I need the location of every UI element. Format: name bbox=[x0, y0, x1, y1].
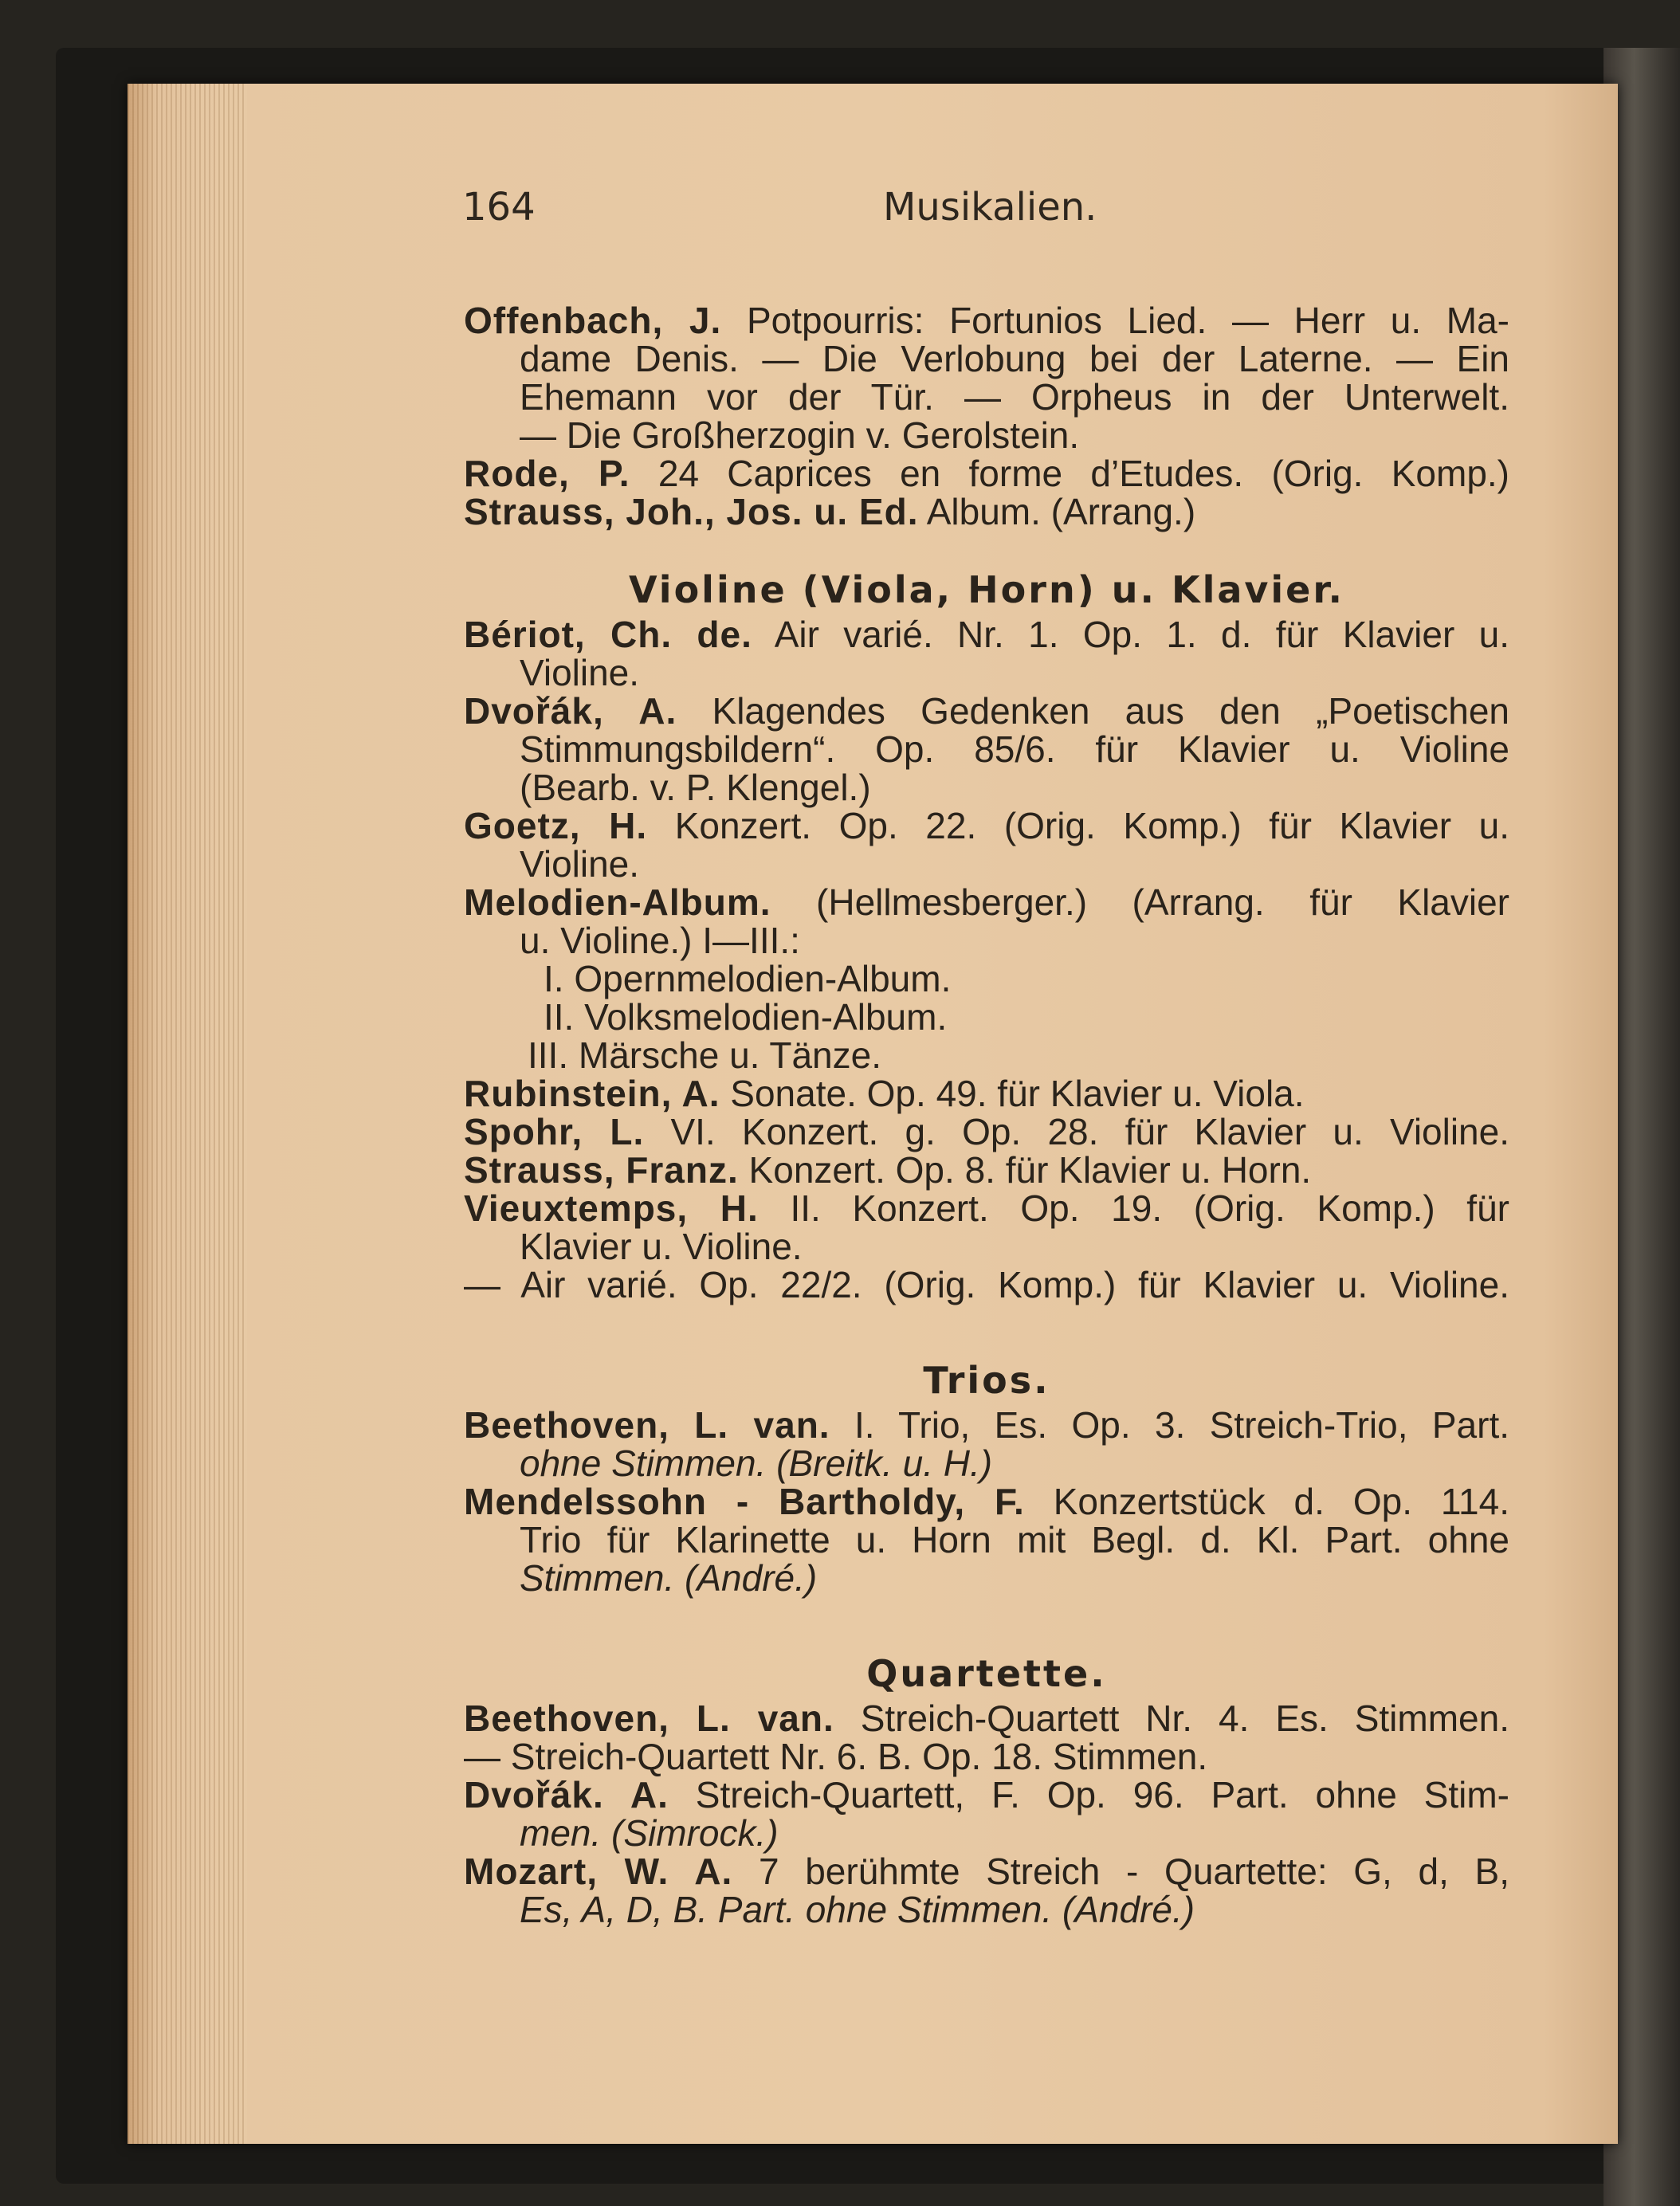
entry-author: Spohr, L. bbox=[464, 1111, 645, 1152]
entry-text: 7 berühmte Streich - Quartette: G, d, B, bbox=[732, 1851, 1509, 1892]
entry-line bbox=[464, 883, 1509, 921]
entry-author: Bériot, Ch. de. bbox=[464, 614, 752, 655]
entry-line bbox=[464, 454, 1509, 493]
entry-text: Konzertstück d. Op. 114. bbox=[1024, 1481, 1509, 1522]
entry-author: Rubinstein, A. bbox=[464, 1073, 720, 1114]
entry-text: I. Opernmelodien-Album. bbox=[544, 958, 952, 999]
entry-line bbox=[464, 378, 1509, 416]
entry-author: Dvořák. A. bbox=[464, 1774, 669, 1815]
section-heading-trios: Trios. bbox=[923, 1359, 1050, 1402]
entry-author: Beethoven, L. van. bbox=[464, 1698, 834, 1739]
entry-author: Offenbach, J. bbox=[464, 300, 722, 341]
entry-line bbox=[464, 845, 1509, 883]
entry-text: — Streich-Quartett Nr. 6. B. Op. 18. Stimmen. bbox=[464, 1736, 1208, 1777]
entry-text: I. Trio, Es. Op. 3. Streich-Trio, Part. bbox=[830, 1404, 1510, 1446]
entry-line bbox=[464, 730, 1509, 768]
entry-author: Melodien-Album. bbox=[464, 881, 771, 923]
entry-text: Stimmen. (André.) bbox=[520, 1557, 818, 1599]
entry-text: Album. (Arrang.) bbox=[918, 491, 1196, 532]
entry-line bbox=[464, 1737, 1509, 1776]
entry-text: VI. Konzert. g. Op. 28. für Klavier u. Violine. bbox=[644, 1111, 1510, 1152]
entry-line bbox=[464, 1189, 1509, 1227]
entry-line bbox=[464, 1074, 1509, 1113]
catalog-content bbox=[464, 301, 1509, 1929]
entry-line bbox=[464, 1406, 1509, 1444]
entry-text: Konzert. Op. 8. für Klavier u. Horn. bbox=[738, 1149, 1312, 1191]
entry-line bbox=[464, 998, 1509, 1036]
entry-text: Ehemann vor der Tür. — Orpheus in der Unterwelt. bbox=[520, 376, 1509, 418]
entry-text: (Hellmesberger.) (Arrang. für Klavier bbox=[771, 881, 1509, 923]
entry-line bbox=[464, 1559, 1509, 1597]
entry-line bbox=[464, 1814, 1509, 1852]
entry-line bbox=[464, 1482, 1509, 1521]
entry-text: Air varié. Nr. 1. Op. 1. d. für Klavier u. bbox=[752, 614, 1509, 655]
entry-line bbox=[464, 1776, 1509, 1814]
entry-text: dame Denis. — Die Verlobung bei der Laterne. — Ein bbox=[520, 338, 1509, 379]
entry-line bbox=[464, 1036, 1509, 1074]
entry-line bbox=[464, 654, 1509, 692]
entry-line bbox=[464, 960, 1509, 998]
entry-line bbox=[464, 807, 1509, 845]
entry-author: Rode, P. bbox=[464, 453, 630, 494]
entry-text: men. (Simrock.) bbox=[520, 1812, 779, 1854]
entry-text: II. Volksmelodien-Album. bbox=[544, 996, 948, 1038]
page-number: 164 bbox=[462, 185, 536, 230]
entry-author: Mendelssohn - Bartholdy, F. bbox=[464, 1481, 1025, 1522]
entry-text: Violine. bbox=[520, 652, 640, 693]
entry-text: Stimmungsbildern“. Op. 85/6. für Klavier u. Violine bbox=[520, 728, 1509, 770]
entry-line bbox=[464, 416, 1509, 454]
entry-line bbox=[464, 1151, 1509, 1189]
entry-text: Klagendes Gedenken aus den „Poetischen bbox=[677, 690, 1509, 732]
entry-author: Mozart, W. A. bbox=[464, 1851, 733, 1892]
entry-author: Strauss, Franz. bbox=[464, 1149, 739, 1191]
section-heading-quartette: Quartette. bbox=[866, 1652, 1107, 1695]
entry-line bbox=[464, 1699, 1509, 1737]
page-edges bbox=[128, 84, 247, 2144]
page-header-title: Musikalien. bbox=[883, 185, 1097, 230]
entry-line bbox=[464, 1852, 1509, 1890]
entry-line bbox=[464, 493, 1509, 531]
entry-text: ohne Stimmen. (Breitk. u. H.) bbox=[520, 1443, 993, 1484]
entry-line bbox=[464, 1521, 1509, 1559]
entry-text: — Air varié. Op. 22/2. (Orig. Komp.) für Klavier u. Violine. bbox=[464, 1264, 1509, 1305]
entry-author: Beethoven, L. van. bbox=[464, 1404, 830, 1446]
entry-line bbox=[464, 301, 1509, 340]
entry-author: Goetz, H. bbox=[464, 805, 648, 846]
entry-text: Konzert. Op. 22. (Orig. Komp.) für Klavier u. bbox=[647, 805, 1510, 846]
entry-line bbox=[464, 692, 1509, 730]
entry-line bbox=[464, 615, 1509, 654]
entry-line bbox=[464, 340, 1509, 378]
entry-text: III. Märsche u. Tänze. bbox=[528, 1034, 882, 1076]
entry-author: Strauss, Joh., Jos. u. Ed. bbox=[464, 491, 919, 532]
entry-text: Es, A, D, B. Part. ohne Stimmen. (André.) bbox=[520, 1889, 1195, 1930]
entry-text: Klavier u. Violine. bbox=[520, 1226, 803, 1267]
entry-text: Potpourris: Fortunios Lied. — Herr u. Ma- bbox=[721, 300, 1509, 341]
section-heading-violine: Violine (Viola, Horn) u. Klavier. bbox=[629, 568, 1344, 611]
entry-line bbox=[464, 921, 1509, 960]
entry-text: Streich-Quartett Nr. 4. Es. Stimmen. bbox=[834, 1698, 1509, 1739]
entry-line bbox=[464, 1890, 1509, 1929]
entry-text: Violine. bbox=[520, 843, 640, 885]
entry-line bbox=[464, 1266, 1509, 1304]
entry-text: II. Konzert. Op. 19. (Orig. Komp.) für bbox=[758, 1187, 1509, 1229]
entry-line bbox=[464, 1227, 1509, 1266]
entry-text: Trio für Klarinette u. Horn mit Begl. d. Kl. Part. ohne bbox=[520, 1519, 1509, 1560]
entry-author: Vieuxtemps, H. bbox=[464, 1187, 759, 1229]
entry-line bbox=[464, 768, 1509, 807]
entry-author: Dvořák, A. bbox=[464, 690, 677, 732]
entry-text: (Bearb. v. P. Klengel.) bbox=[520, 767, 871, 808]
entry-line bbox=[464, 1444, 1509, 1482]
entry-text: u. Violine.) I—III.: bbox=[520, 920, 800, 961]
entry-line bbox=[464, 1113, 1509, 1151]
entry-text: — Die Großherzogin v. Gerolstein. bbox=[520, 414, 1080, 456]
entry-text: Streich-Quartett, F. Op. 96. Part. ohne Stim- bbox=[668, 1774, 1509, 1815]
entry-text: Sonate. Op. 49. für Klavier u. Viola. bbox=[720, 1073, 1305, 1114]
entry-text: 24 Caprices en forme d’Etudes. (Orig. Komp.) bbox=[630, 453, 1509, 494]
